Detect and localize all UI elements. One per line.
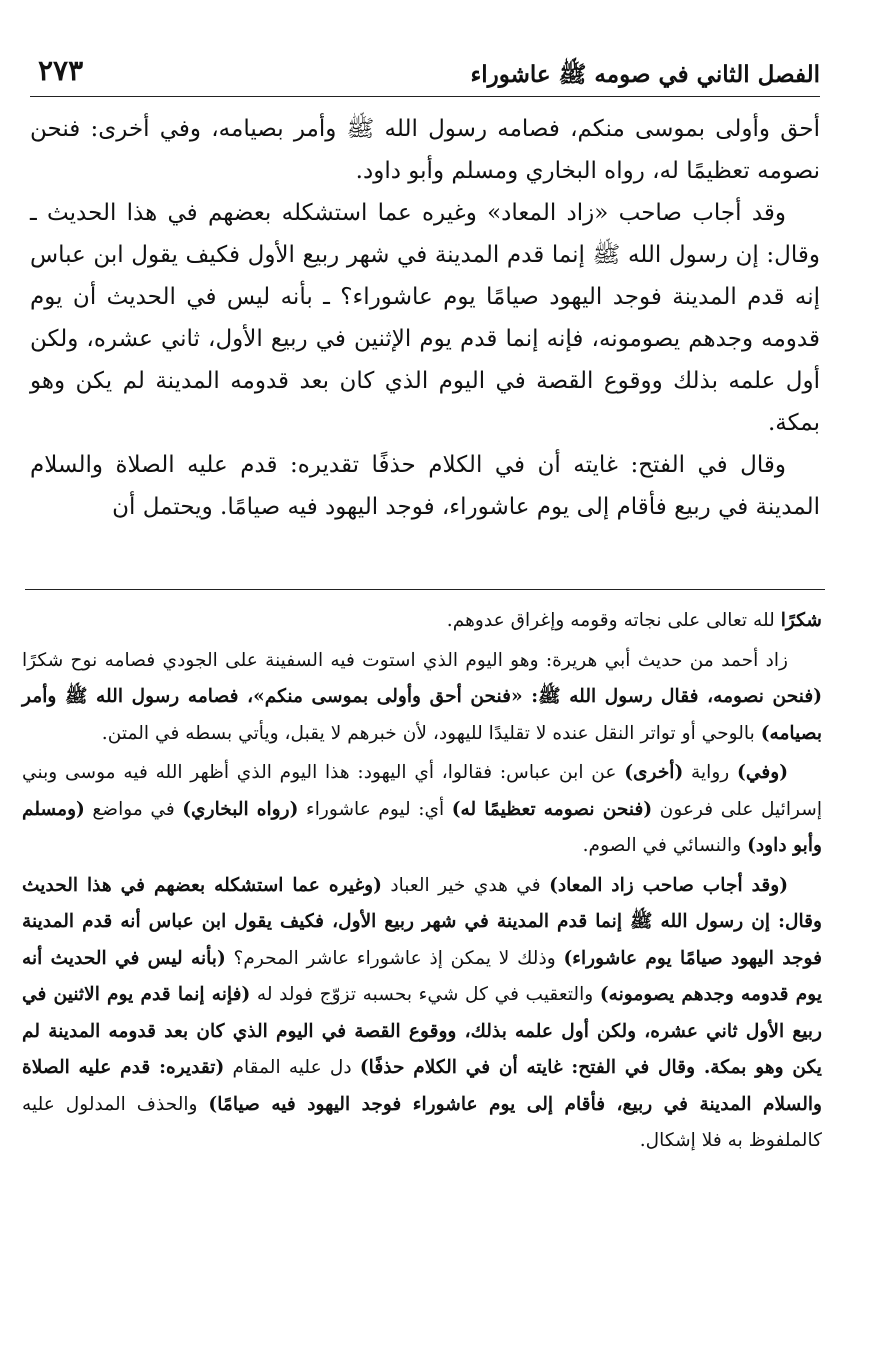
commentary-bold: (تقديره: قدم عليه الصلاة والسلام المدينة في ربيع، فأقام إلى يوم عاشوراء فوجد اليهود فيه صيامًا) (22, 1057, 823, 1115)
commentary-paragraph-3 (22, 755, 822, 865)
commentary-text: رواية (683, 762, 738, 783)
commentary-bold: (وغيره عما استشكله بعضهم في هذا الحديث وقال: إن رسول الله ﷺ إنما قدم المدينة في شهر ربيع الأول، فكيف يقول ابن عباس أنه قدم المدينة فوجد اليهود صيامًا يوم عاشوراء) (22, 874, 822, 969)
commentary-text: زاد أحمد من حديث أبي هريرة: وهو اليوم الذي استوت فيه السفينة على الجودي فصامه نوح شكرًا (22, 649, 788, 671)
footnote-separator (25, 589, 825, 590)
commentary-text: لله تعالى على نجاته وقومه وإغراق عدوهم. (446, 610, 781, 631)
commentary-bold: (فإنه إنما قدم يوم الاثنين في ربيع الأول ثاني عشره، ولكن أول علمه بذلك، ووقوع القصة في اليوم الذي كان بعد قدومه المدينة لم يكن وهو بمكة. وقال في الفتح: غايته أن في الكلام حذفًا) (22, 984, 822, 1078)
commentary-text: أي: ليوم عاشوراء (298, 798, 452, 820)
commentary-bold: (وقد أجاب صاحب زاد المعاد) (549, 874, 788, 896)
main-paragraph-1: أحق وأولى بموسى منكم، فصامه رسول الله ﷺ وأمر بصيامه، وفي أخرى: فنحن نصومه تعظيمًا له، رواه البخاري ومسلم وأبو داود. (30, 116, 820, 184)
commentary (22, 603, 822, 1160)
commentary-paragraph-2 (22, 643, 822, 753)
commentary-bold: (أخرى) (624, 762, 684, 783)
page-number: ٢٧٣ (38, 54, 84, 87)
commentary-text: عن ابن عباس: فقالوا، أي اليهود: هذا اليوم الذي أظهر الله فيه موسى وبني إسرائيل على فرعون (22, 762, 823, 820)
commentary-paragraph-1 (22, 603, 822, 640)
running-title: الفصل الثاني في صومه ﷺ عاشوراء (470, 61, 820, 88)
commentary-text: والحذف المدلول عليه كالملفوظ به فلا إشكال. (22, 1093, 822, 1151)
commentary-text: في هدي خير العباد (381, 874, 550, 896)
commentary-text: وذلك لا يمكن إذ عاشوراء عاشر المحرم؟ (225, 947, 564, 969)
page-header (30, 50, 820, 97)
main-paragraph-2: وقد أجاب صاحب «زاد المعاد» وغيره عما استشكله بعضهم في هذا الحديث ـ وقال: إن رسول الله ﷺ إنما قدم المدينة في شهر ربيع الأول فكيف يقول ابن عباس إنه قدم المدينة فوجد اليهود صيامًا يوم عاشوراء؟ ـ بأنه ليس في الحديث أن يوم قدومه وجدهم يصومونه، فإنه إنما قدم يوم الإثنين في ربيع الأول، ثاني عشره، ولكن أول علمه بذلك ووقوع القصة في اليوم الذي كان بعد قدومه المدينة لم يكن وهو بمكة. (30, 200, 820, 436)
commentary-text: دل عليه المقام (224, 1057, 360, 1078)
commentary-paragraph-4 (22, 868, 822, 1160)
main-paragraph-3: وقال في الفتح: غايته أن في الكلام حذفًا تقديره: قدم عليه الصلاة والسلام المدينة في ربيع فأقام إلى يوم عاشوراء، فوجد اليهود فيه صيامًا. ويحتمل أن (30, 452, 820, 520)
commentary-text: والنسائي في الصوم. (582, 835, 748, 856)
commentary-bold: (بأنه ليس في الحديث أنه يوم قدومه وجدهم يصومونه) (22, 947, 823, 1005)
commentary-text: في مواضع (84, 798, 183, 820)
main-text (30, 108, 820, 528)
commentary-bold: (ومسلم وأبو داود) (22, 798, 822, 856)
commentary-bold: (فنحن نصومه، فقال رسول الله ﷺ: «فنحن أحق وأولى بموسى منكم»، فصامه رسول الله ﷺ وأمر بصيامه) (22, 686, 822, 744)
commentary-bold: (فنحن نصومه تعظيمًا له) (451, 798, 653, 820)
commentary-text: بالوحي أو تواتر النقل عنده لا تقليدًا لليهود، لأن خبرهم لا يقبل، ويأتي بسطه في المتن. (101, 722, 761, 744)
commentary-bold: شكرًا (780, 610, 822, 631)
commentary-bold: (رواه البخاري) (182, 798, 299, 820)
commentary-bold: (وفي) (737, 762, 788, 783)
commentary-text: والتعقيب في كل شيء بحسبه تزوّج فولد له (250, 984, 600, 1005)
